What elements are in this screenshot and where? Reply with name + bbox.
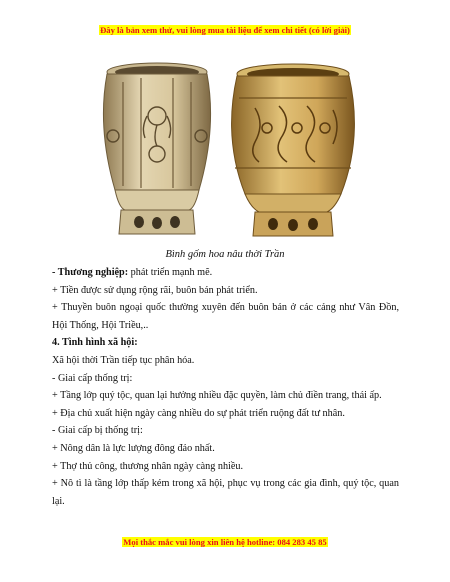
society-intro: Xã hội thời Trần tiếp tục phân hóa. [52,354,195,366]
ruling-class-point: + Tầng lớp quý tộc, quan lại hưởng nhiều đặc quyền, làm chủ điền trang, thái ấp. [52,390,382,402]
ruled-class-point: + Nông dân là lực lượng đông đảo nhất. [52,442,215,454]
society-heading: 4. Tình hình xã hội: [52,337,138,349]
ruled-class-title: - Giai cấp bị thống trị: [52,425,143,437]
hotline-notice-text: Mọi thắc mắc vui lòng xin liên hệ hotline: 084 283 45 85 [123,537,327,547]
preview-notice-text: Đây là bản xem thử, vui lòng mua tài liệu để xem chi tiết (có lời giải) [100,25,350,35]
commerce-paragraph [52,264,399,282]
commerce-point: + Tiền được sử dụng rộng rãi, buôn bán phát triển. [52,284,258,296]
document-body [52,264,399,510]
ceramic-vases-photo [83,58,365,242]
right-vase [232,64,355,236]
left-vase [103,63,210,234]
preview-notice-banner [0,25,450,35]
ceramic-vases-illustration [83,58,365,242]
ruled-class-point: + Thợ thủ công, thương nhân ngày càng nhiều. [52,460,244,472]
figure-caption: Bình gốm hoa nâu thời Trần [165,249,285,260]
ruling-class-title: - Giai cấp thống trị: [52,372,133,384]
ruled-class-point: + Nô tì là tầng lớp thấp kém trong xã hội, phục vụ trong các gia đình, quý tộc, quan lại. [52,478,399,507]
commerce-point: + Thuyền buôn ngoại quốc thường xuyên đến buôn bán ở các cảng như Vân Đồn, Hội Thống, Hội Triều,.. [52,302,399,331]
commerce-heading: - Thương nghiệp: [52,267,129,278]
ruling-class-point: + Địa chủ xuất hiện ngày càng nhiều do sự phát triển ruộng đất tư nhân. [52,407,345,419]
commerce-summary: phát triển mạnh mẽ. [128,267,213,278]
hotline-notice-banner [0,537,450,547]
